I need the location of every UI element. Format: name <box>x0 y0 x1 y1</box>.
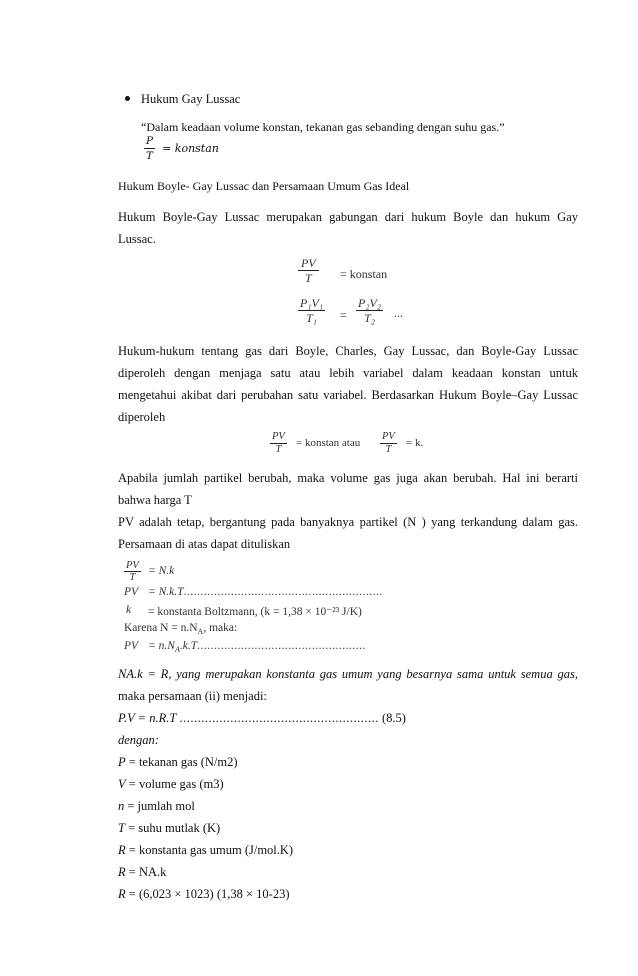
eq4-r1-num: PV <box>126 560 139 571</box>
definition-symbol: R <box>118 843 126 857</box>
eq4-r2-leader: ........................................................... <box>183 586 383 598</box>
eq4-r5-leader: .................................................. <box>197 640 366 652</box>
equation-p-over-t <box>144 134 219 163</box>
equation-pv-over-t-konstan <box>270 431 440 461</box>
eq2-row2-left-den: T₁ <box>306 311 317 325</box>
definition-row <box>118 798 195 814</box>
eq4-r2-lhs: PV <box>124 586 139 598</box>
definition-text: = konstanta gas umum (J/mol.K) <box>125 843 294 857</box>
para2-line4: diperoleh <box>118 410 166 424</box>
equation-leader: ....................................................... <box>179 711 379 725</box>
eq4-r1-rhs: = N.k <box>148 565 175 577</box>
eq4-r3-rhs: = konstanta Boltzmann, (k = 1,38 × 10⁻²³ J/K) <box>148 606 362 618</box>
para3-line1: Apabila jumlah partikel berubah, maka volume gas juga akan berubah. Hal ini berarti <box>118 471 578 485</box>
para2-line3: mengetahui akibat dari perubahan satu variabel. Berdasarkan Hukum Boyle–Gay Lussac <box>118 388 578 402</box>
equation-boyle-gay-lussac <box>298 256 418 336</box>
eq2-row2-tail: ... <box>394 306 403 320</box>
definition-row <box>118 842 293 858</box>
eq4-r5-rhs: = n.N <box>148 640 175 652</box>
para4-line1: NA.k = R, yang merupakan konstanta gas umum yang besarnya sama untuk semua gas, <box>118 667 578 681</box>
definition-symbol: P <box>118 755 126 769</box>
para4-line3 <box>118 710 406 726</box>
eq2-row1-rhs: = konstan <box>340 267 388 281</box>
para2-line2: diperoleh dengan menjaga satu atau lebih variabel dalam keadaan konstan untuk <box>118 366 578 380</box>
eq4-r5-tail: .k.T <box>179 640 198 652</box>
eq4-r5-lhs: PV <box>124 640 139 652</box>
definition-text: = jumlah mol <box>124 799 195 813</box>
section-heading: Hukum Boyle- Gay Lussac dan Persamaan Umum Gas Ideal <box>118 179 410 193</box>
definition-text: = (6,023 × 1023) (1,38 × 10-23) <box>125 887 290 901</box>
eq4-r3-lhs: k <box>126 604 132 616</box>
eq4-r5-sub: A <box>174 645 180 654</box>
definition-symbol: T <box>118 821 125 835</box>
eq4-r4-tail: , maka: <box>203 622 238 634</box>
eq3-den1: T <box>275 444 282 455</box>
eq4-r4: Karena N = n.N <box>124 622 198 634</box>
ideal-gas-equation: P.V = n.R.T <box>118 711 177 725</box>
eq4-r1-den: T <box>129 572 136 583</box>
para1-line2: Lussac. <box>118 232 156 246</box>
eq2-row1-num: PV <box>298 256 319 271</box>
eq4-r4-sub: A <box>197 627 204 636</box>
definition-text: = suhu mutlak (K) <box>124 821 221 835</box>
eq2-row2-right-num: P₂V₂ <box>358 296 382 310</box>
eq3-num2: PV <box>382 431 395 442</box>
definition-symbol: R <box>118 865 126 879</box>
para2-line1: Hukum-hukum tentang gas dari Boyle, Charles, Gay Lussac, dan Boyle-Gay Lussac <box>118 344 578 358</box>
eq1-rhs: = konstan <box>162 142 219 155</box>
equation-number: (8.5) <box>381 711 406 725</box>
definition-symbol: n <box>118 799 125 813</box>
eq3-mid: = konstan atau <box>296 437 361 449</box>
definition-row <box>118 776 224 792</box>
eq1-denominator: T <box>146 150 154 162</box>
para3-line2: bahwa harga T <box>118 493 192 507</box>
eq4-r2-rhs: = N.k.T <box>148 586 184 598</box>
eq2-row2-equals: = <box>340 308 347 322</box>
definition-row <box>118 864 166 880</box>
eq3-rhs: = k. <box>406 437 424 449</box>
definition-text: = volume gas (m3) <box>125 777 224 791</box>
para3-line3: PV adalah tetap, bergantung pada banyaknya partikel (N ) yang terkandung dalam gas. <box>118 515 578 529</box>
para4-line4: dengan: <box>118 733 159 747</box>
eq3-den2: T <box>385 444 392 455</box>
definition-text: = tekanan gas (N/m2) <box>125 755 238 769</box>
eq2-row2-left-num: P₁V₁ <box>300 296 324 310</box>
definition-row <box>118 820 220 836</box>
definition-text: = NA.k <box>125 865 167 879</box>
gay-lussac-quote: “Dalam keadaan volume konstan, tekanan gas sebanding dengan suhu gas.” <box>141 120 505 134</box>
definition-row <box>118 754 238 770</box>
eq1-numerator: P <box>146 135 154 147</box>
para4-line2: maka persamaan (ii) menjadi: <box>118 689 267 703</box>
definition-row <box>118 886 289 902</box>
para1-line1: Hukum Boyle-Gay Lussac merupakan gabungan dari hukum Boyle dan hukum Gay <box>118 210 578 224</box>
eq3-num1: PV <box>272 431 285 442</box>
para3-line4: Persamaan di atas dapat dituliskan <box>118 537 291 551</box>
equation-boltzmann-block <box>124 560 414 656</box>
bullet-dot <box>125 96 130 101</box>
eq2-row1-den: T <box>304 271 312 285</box>
eq2-row2-right-den: T₂ <box>364 311 375 325</box>
definition-symbol: V <box>118 777 126 791</box>
definition-symbol: R <box>118 887 126 901</box>
bullet-title: Hukum Gay Lussac <box>141 92 241 106</box>
